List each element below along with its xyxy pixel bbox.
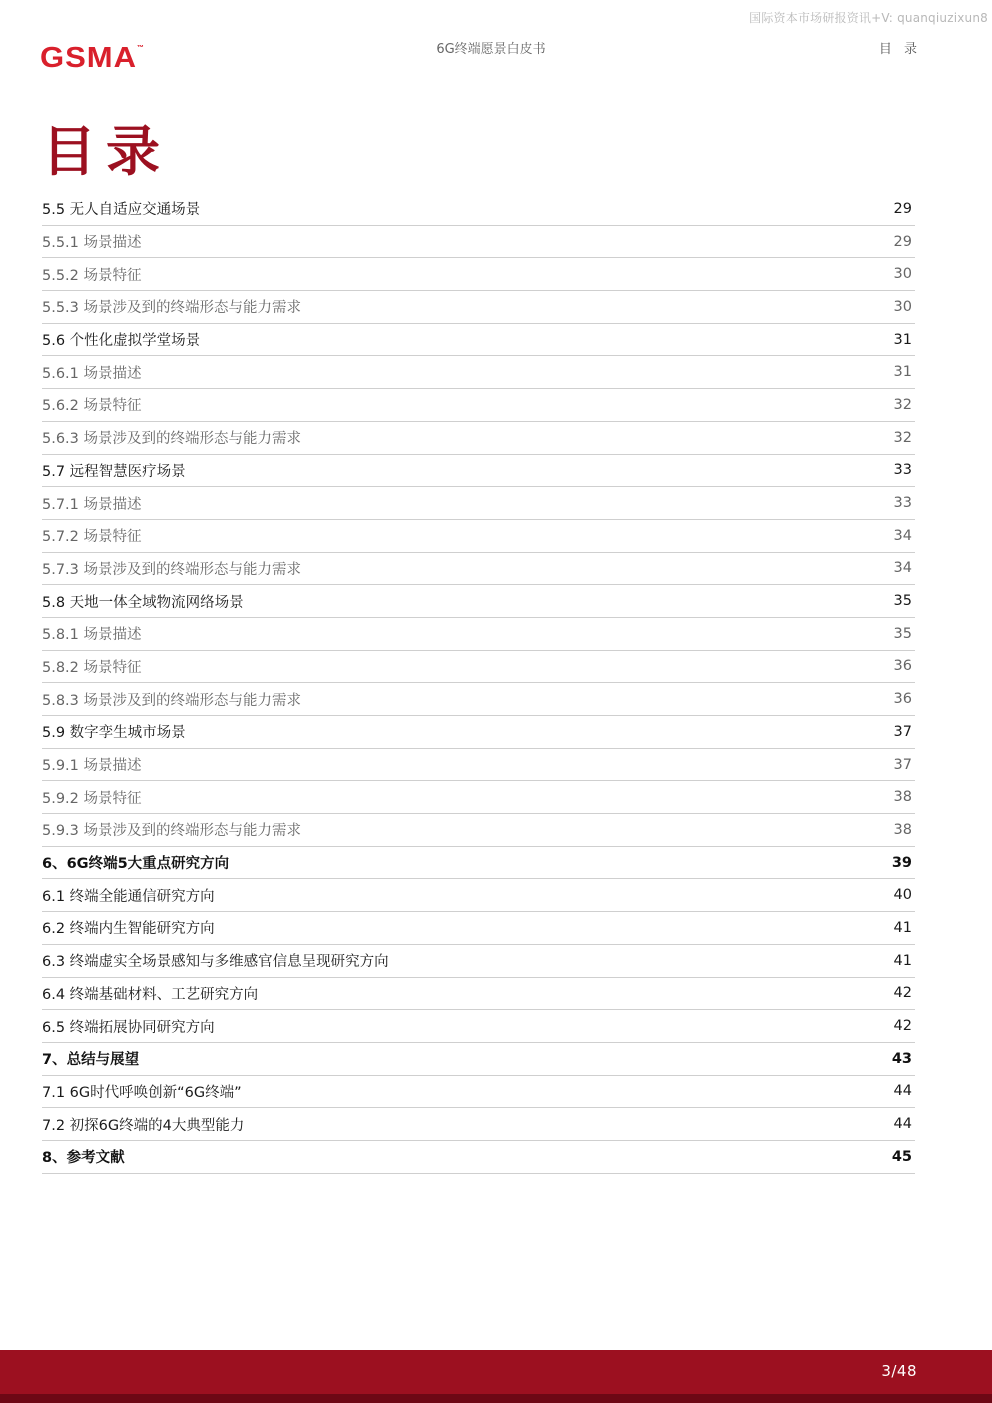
toc-entry-label: 5.6.1 场景描述	[42, 365, 142, 382]
logo-text: GSMA	[40, 41, 137, 74]
toc-entry-label: 6.1 终端全能通信研究方向	[42, 888, 215, 905]
toc-entry-page: 29	[893, 200, 912, 217]
toc-entry-page: 33	[893, 495, 912, 512]
toc-entry-label: 5.9.2 场景特征	[42, 790, 142, 807]
toc-entry-label: 5.7.1 场景描述	[42, 496, 142, 513]
toc-entry[interactable]	[42, 847, 915, 880]
page-heading: 目录	[42, 120, 170, 183]
toc-entry-page: 37	[893, 756, 912, 773]
footer-bar	[0, 1350, 992, 1394]
toc-entry[interactable]	[42, 1108, 915, 1141]
toc-entry[interactable]	[42, 1010, 915, 1043]
toc-entry-label: 5.8.1 场景描述	[42, 627, 142, 644]
toc-entry-label: 5.8.2 场景特征	[42, 659, 142, 676]
toc-entry[interactable]	[42, 978, 915, 1011]
toc-entry-label: 5.9.3 场景涉及到的终端形态与能力需求	[42, 823, 302, 840]
toc-entry-page: 34	[893, 560, 912, 577]
document-title: 6G终端愿景白皮书	[436, 42, 546, 57]
toc-entry-page: 45	[891, 1148, 912, 1165]
toc-entry-label: 5.8.3 场景涉及到的终端形态与能力需求	[42, 692, 302, 709]
toc-entry-page: 29	[893, 233, 912, 250]
toc-entry-label: 5.5.3 场景涉及到的终端形态与能力需求	[42, 300, 302, 317]
toc-entry-label: 5.5.2 场景特征	[42, 267, 142, 284]
toc-entry[interactable]	[42, 716, 915, 749]
toc-entry[interactable]	[42, 226, 915, 259]
toc-entry[interactable]	[42, 618, 915, 651]
section-label: 目 录	[878, 42, 921, 57]
toc-entry[interactable]	[42, 553, 915, 586]
toc-entry[interactable]	[42, 912, 915, 945]
toc-entry[interactable]	[42, 749, 915, 782]
toc-entry-page: 44	[893, 1116, 912, 1133]
toc-entry-page: 31	[893, 331, 912, 348]
toc-entry-page: 39	[891, 854, 912, 871]
toc-entry-page: 38	[893, 821, 912, 838]
toc-entry-page: 44	[893, 1083, 912, 1100]
toc-entry-page: 34	[893, 527, 912, 544]
toc-entry-label: 5.5 无人自适应交通场景	[42, 202, 201, 219]
toc-entry[interactable]	[42, 291, 915, 324]
toc-entry-page: 38	[893, 789, 912, 806]
toc-entry[interactable]	[42, 422, 915, 455]
toc-entry-page: 37	[893, 723, 912, 740]
page-number: 3/48	[881, 1362, 917, 1380]
toc-entry[interactable]	[42, 945, 915, 978]
toc-entry-label: 5.7.2 场景特征	[42, 529, 142, 546]
toc-entry[interactable]	[42, 258, 915, 291]
footer-edge	[0, 1394, 992, 1403]
toc-entry-page: 32	[893, 429, 912, 446]
toc-entry[interactable]	[42, 1043, 915, 1076]
toc-entry-label: 5.9.1 场景描述	[42, 758, 142, 775]
toc-entry-label: 7.2 初探6G终端的4大典型能力	[42, 1117, 245, 1134]
toc-entry-page: 35	[893, 625, 912, 642]
toc-entry-label: 5.6 个性化虚拟学堂场景	[42, 333, 201, 350]
toc-entry-label: 5.6.3 场景涉及到的终端形态与能力需求	[42, 431, 302, 448]
toc-entry-label: 6.4 终端基础材料、工艺研究方向	[42, 986, 259, 1003]
toc-entry-page: 33	[893, 462, 912, 479]
toc-entry-page: 40	[893, 887, 912, 904]
toc-entry-label: 5.5.1 场景描述	[42, 235, 142, 252]
watermark-text: 国际资本市场研报资讯+V: quanqiuzixun8	[749, 11, 988, 25]
toc-entry-page: 41	[893, 952, 912, 969]
toc-entry-page: 30	[893, 298, 912, 315]
toc-entry[interactable]	[42, 683, 915, 716]
toc-entry-page: 35	[893, 593, 912, 610]
toc-entry-label: 5.8 天地一体全域物流网络场景	[42, 594, 244, 611]
toc-entry[interactable]	[42, 781, 915, 814]
toc-entry-label: 8、参考文献	[42, 1150, 125, 1167]
toc-entry-page: 31	[893, 364, 912, 381]
toc-entry-page: 36	[893, 658, 912, 675]
toc-entry[interactable]	[42, 1076, 915, 1109]
table-of-contents	[42, 193, 915, 1174]
toc-entry-page: 42	[893, 1018, 912, 1035]
toc-entry-label: 6.2 终端内生智能研究方向	[42, 921, 215, 938]
toc-entry-label: 6.5 终端拓展协同研究方向	[42, 1019, 215, 1036]
toc-entry-page: 43	[891, 1050, 912, 1067]
toc-entry-label: 6.3 终端虚实全场景感知与多维感官信息呈现研究方向	[42, 954, 389, 971]
toc-entry-page: 41	[893, 919, 912, 936]
toc-entry[interactable]	[42, 193, 915, 226]
toc-entry[interactable]	[42, 1141, 915, 1174]
toc-entry-label: 5.7 远程智慧医疗场景	[42, 463, 186, 480]
toc-entry[interactable]	[42, 455, 915, 488]
toc-entry-label: 5.6.2 场景特征	[42, 398, 142, 415]
toc-entry[interactable]	[42, 585, 915, 618]
toc-entry-page: 42	[893, 985, 912, 1002]
toc-entry-label: 5.9 数字孪生城市场景	[42, 725, 186, 742]
toc-entry[interactable]	[42, 324, 915, 357]
toc-entry[interactable]	[42, 389, 915, 422]
toc-entry-page: 32	[893, 396, 912, 413]
toc-entry[interactable]	[42, 651, 915, 684]
toc-entry[interactable]	[42, 814, 915, 847]
toc-entry-page: 36	[893, 691, 912, 708]
toc-entry-label: 6、6G终端5大重点研究方向	[42, 856, 230, 873]
toc-entry[interactable]	[42, 520, 915, 553]
toc-entry-label: 7、总结与展望	[42, 1052, 140, 1069]
toc-entry[interactable]	[42, 879, 915, 912]
toc-entry-page: 30	[893, 266, 912, 283]
toc-entry-label: 7.1 6G时代呼唤创新“6G终端”	[42, 1084, 242, 1101]
toc-entry[interactable]	[42, 356, 915, 389]
logo-trademark: ™	[137, 45, 144, 52]
toc-entry[interactable]	[42, 487, 915, 520]
toc-entry-label: 5.7.3 场景涉及到的终端形态与能力需求	[42, 561, 302, 578]
